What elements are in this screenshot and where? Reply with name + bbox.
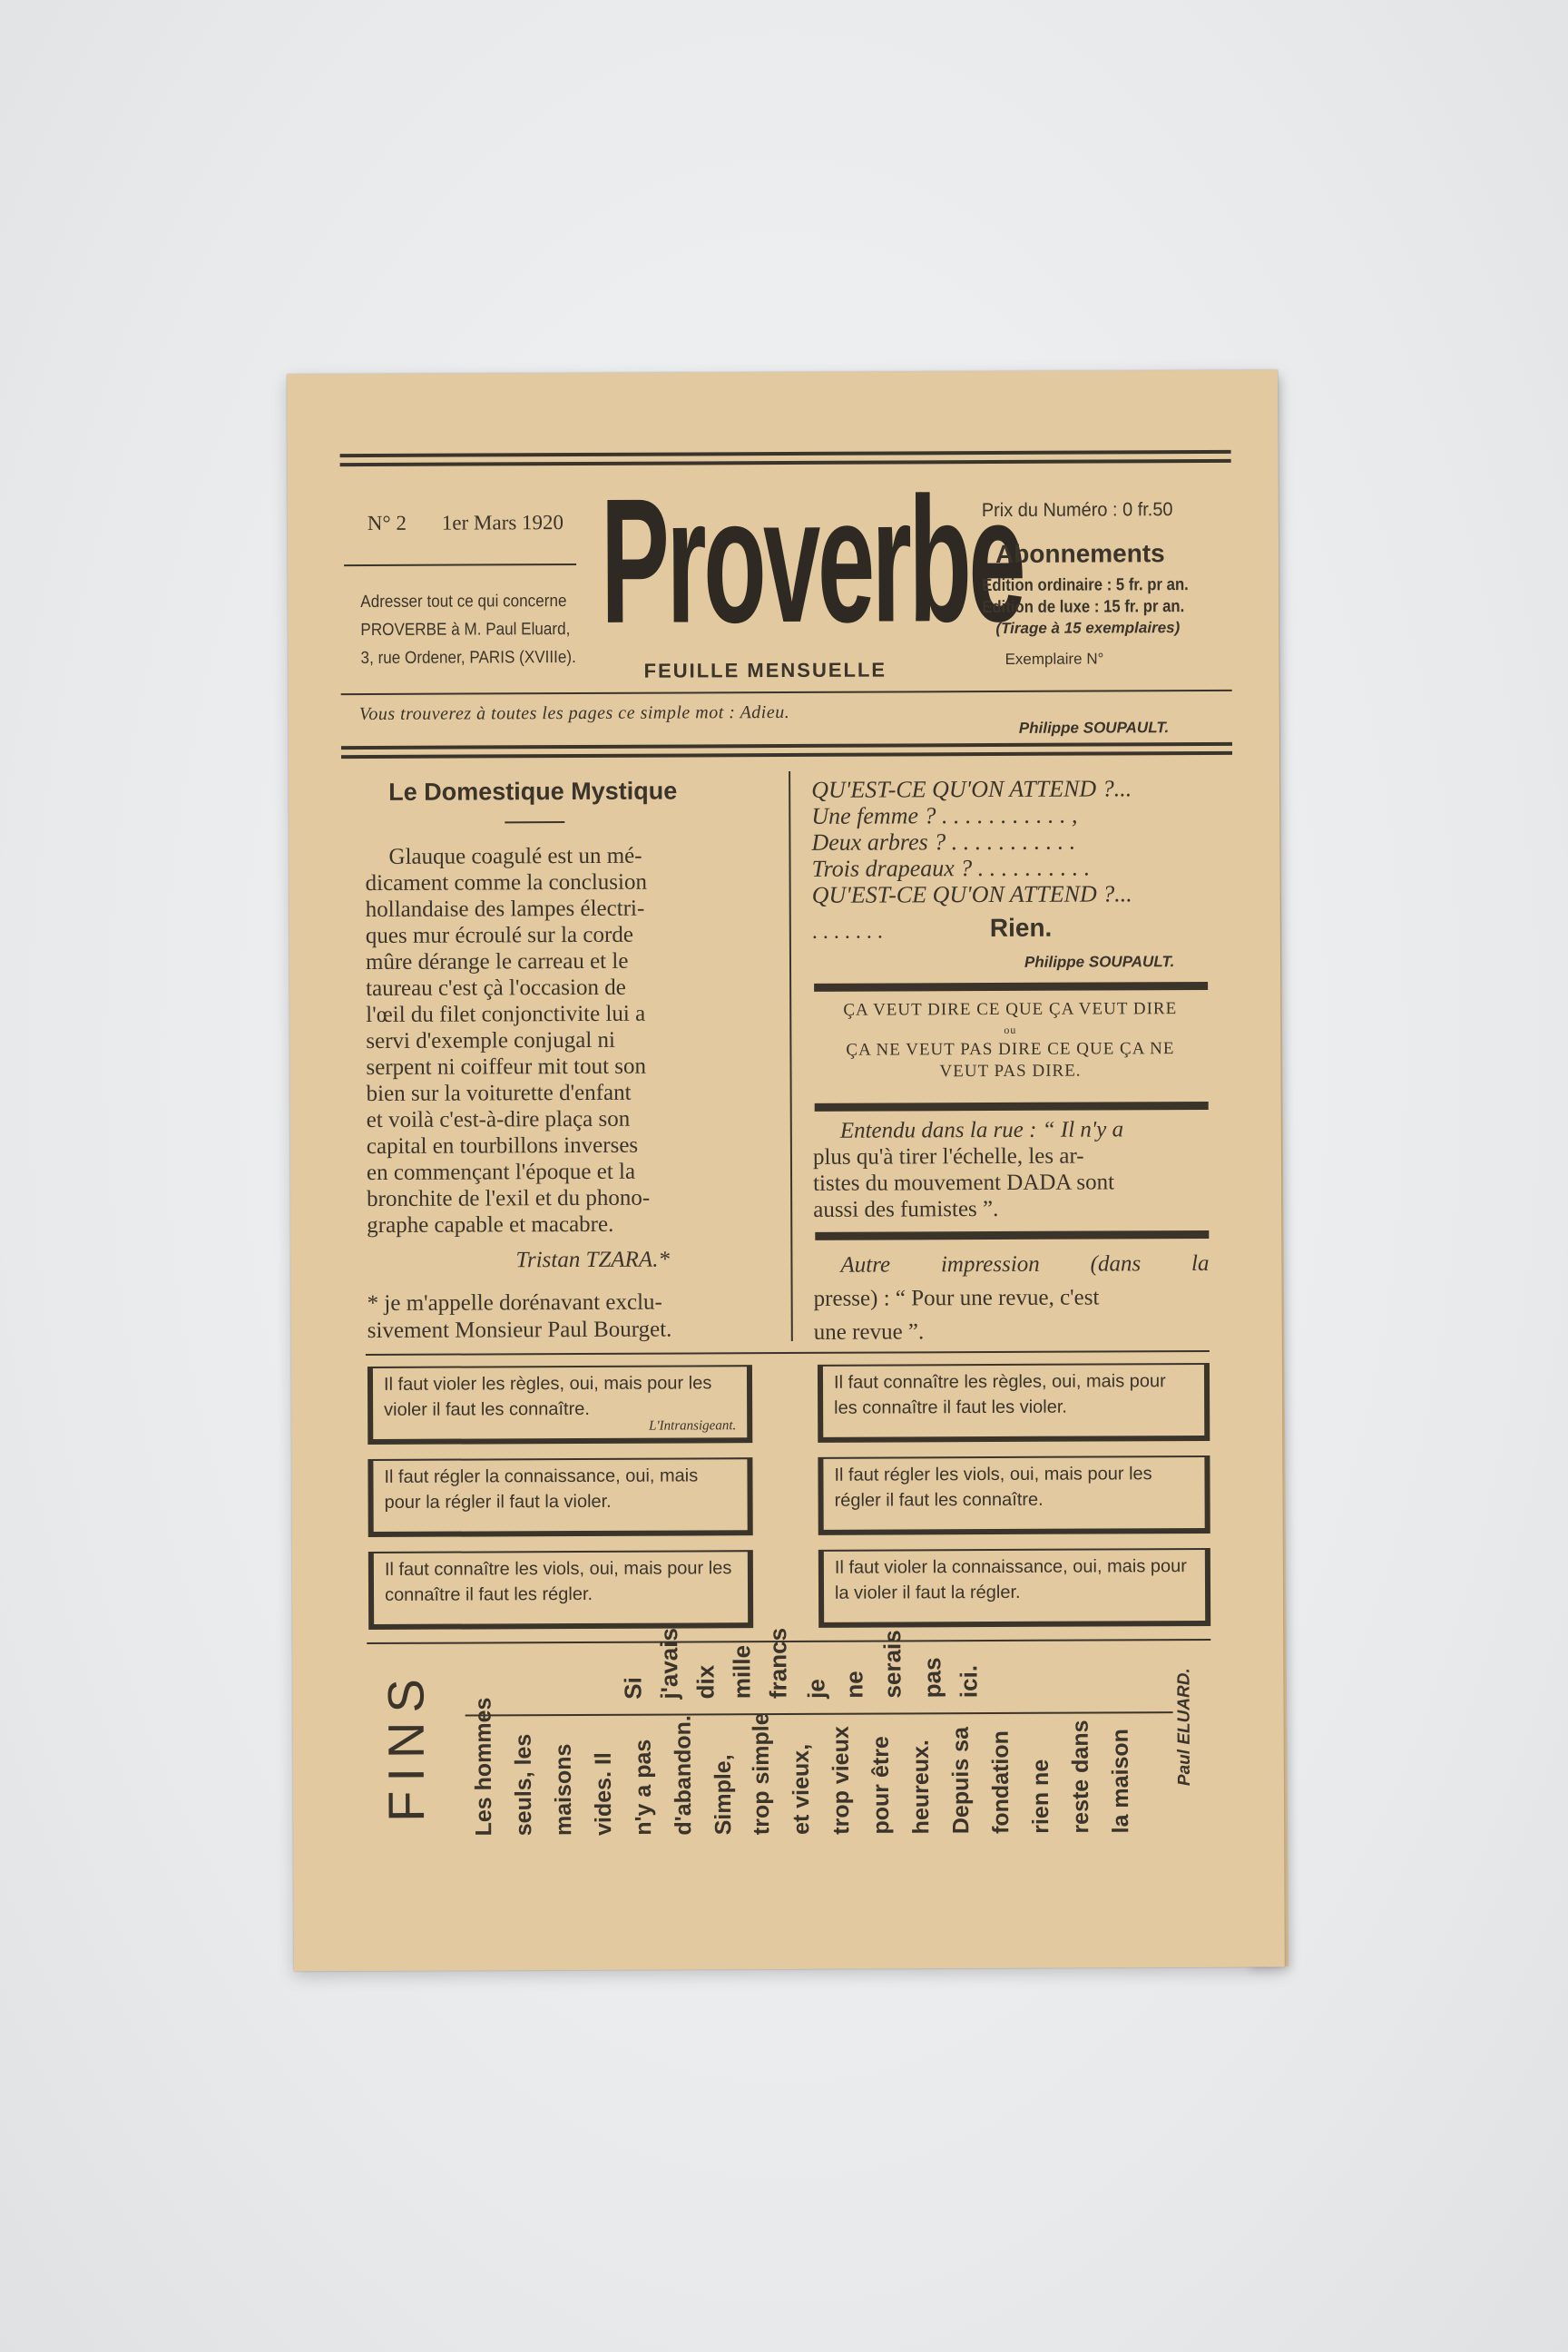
poem [811, 775, 1132, 908]
poem-author: Philippe SOUPAULT. [1024, 953, 1175, 971]
fins-top-word: ici. [955, 1664, 983, 1699]
copy-number: Exemplaire N° [1004, 650, 1104, 668]
maxim-source: L'Intransigeant. [649, 1418, 737, 1434]
poem-line: Trois drapeaux ? . . . . . . . . . . [811, 854, 1091, 882]
ca-veut-line: ÇA NE VEUT PAS DIRE CE QUE ÇA NE [846, 1039, 1175, 1060]
article-line: capital en tourbillons inverses [366, 1132, 639, 1160]
entendu [813, 1116, 1210, 1223]
fins-rule [466, 1711, 1173, 1716]
article-line: dicament comme la conclusion [365, 869, 647, 897]
divider-bar [815, 1102, 1209, 1112]
fins-bottom-word: Depuis sa [947, 1726, 975, 1835]
article-line: bronchite de l'exil et du phono- [367, 1185, 651, 1212]
maxim-text: Il faut violer la connaissance, oui, mais pour la violer il faut la régler. [834, 1556, 1187, 1603]
maxim-text: Il faut connaître les viols, oui, mais pour les connaître il faut les régler. [384, 1558, 732, 1605]
footnote-line: sivement Monsieur Paul Bourget. [367, 1317, 672, 1344]
subscription-ordinary: Edition ordinaire : 5 fr. pr an. [982, 575, 1189, 596]
proverbe-sheet [287, 370, 1285, 1972]
article-line: Glauque coagulé est un mé- [388, 843, 642, 869]
poem-line: Deux arbres ? . . . . . . . . . . . [811, 828, 1076, 856]
article-line: en commençant l'époque et la [366, 1159, 636, 1186]
ca-veut-ou: ou [1004, 1023, 1017, 1036]
column-divider [789, 771, 793, 1341]
article-line: ques mur écroulé sur la corde [365, 922, 633, 949]
ca-veut-dire [812, 998, 1208, 1083]
article-line: et voilà c'est-à-dire plaça son [366, 1106, 631, 1133]
issue-date: 1er Mars 1920 [441, 511, 564, 534]
autre-line: Autre impression (dans la [840, 1250, 1210, 1278]
article-author: Tristan TZARA.* [515, 1247, 670, 1273]
address-line: PROVERBE à M. Paul Eluard, [360, 620, 571, 641]
article-line: mûre dérange le carreau et le [365, 948, 629, 975]
fins-top-word: je [802, 1679, 830, 1699]
article-body [365, 842, 753, 1239]
article-heading: Le Domestique Mystique [388, 777, 678, 806]
fins-bottom-word: d'abandon. [670, 1715, 697, 1836]
fins-bottom-word: fondation [987, 1730, 1014, 1835]
entendu-line: plus qu'à tirer l'échelle, les ar- [812, 1143, 1084, 1170]
maxim-text: Il faut régler les viols, oui, mais pour les régler il faut les connaître. [834, 1464, 1152, 1511]
fins-bottom-word: et vieux, [788, 1743, 815, 1835]
maxim-text: Il faut connaître les règles, oui, mais pour les connaître il faut les violer. [833, 1371, 1166, 1418]
maxim-box [818, 1548, 1210, 1628]
fins-bottom-word: pour être [867, 1736, 895, 1835]
fins-heading: FINS [377, 1670, 436, 1822]
heading-underline [505, 821, 564, 823]
poem-line: QU'EST-CE QU'ON ATTEND ?... [811, 775, 1132, 803]
subscriptions-heading: Abonnements [995, 539, 1165, 568]
fins-bottom-word: trop simple [748, 1712, 775, 1836]
autre-line: presse) : “ Pour une revue, c'est [813, 1285, 1100, 1311]
fins-bottom-word: heureux. [907, 1740, 935, 1835]
issue-number: N° 2 [367, 511, 407, 535]
fins-author: Paul ELUARD. [1174, 1668, 1194, 1787]
motto-author: Philippe SOUPAULT. [1018, 719, 1170, 737]
fins-top-word: francs [764, 1627, 792, 1700]
fins-top-word: serais [878, 1630, 906, 1699]
article-line: bien sur la voiturette d'enfant [366, 1080, 632, 1107]
divider-bar [815, 1230, 1209, 1240]
fins-top-word: ne [840, 1671, 868, 1699]
masthead-left-rule [344, 564, 576, 566]
fins-bottom-word: vides. Il [590, 1752, 617, 1836]
article-line: taureau c'est çà l'occasion de [366, 975, 626, 1002]
boxes-top-rule [366, 1350, 1210, 1356]
article-line: servi d'exemple conjugal ni [366, 1027, 615, 1054]
footnote-line: * je m'appelle dorénavant exclu- [367, 1289, 662, 1317]
entendu-line: Entendu dans la rue : “ Il n'y a [839, 1117, 1124, 1143]
maxim-box [818, 1363, 1210, 1443]
rien: Rien. [989, 913, 1053, 943]
subscription-luxe: Edition de luxe : 15 fr. pr an. [982, 597, 1185, 618]
entendu-line: aussi des fumistes ”. [813, 1196, 999, 1222]
maxim-text: Il faut violer les règles, oui, mais pour les violer il faut les connaître. [383, 1373, 712, 1420]
fins-bottom-word: rien ne [1027, 1759, 1054, 1834]
autre [813, 1247, 1209, 1349]
fins-top-word: dix [691, 1664, 720, 1700]
poem-line: Une femme ? . . . . . . . . . . . , [811, 801, 1078, 829]
poem-dots: . . . . . . . [811, 919, 883, 944]
autre-line: une revue ”. [813, 1319, 925, 1345]
masthead-title: Proverbe [600, 459, 1024, 661]
fins-top-word: mille [728, 1644, 756, 1700]
maxim-box [368, 1550, 753, 1630]
fins-top-word: pas [918, 1657, 946, 1699]
fins-bottom-word: la maison [1107, 1729, 1134, 1834]
fins-bottom-word: Les hommes [470, 1697, 497, 1837]
entendu-line: tistes du mouvement DADA sont [813, 1170, 1115, 1196]
fins-top-word: j'avais [655, 1628, 683, 1700]
fins-bottom-word: Simple, [710, 1754, 737, 1836]
ca-veut-line: VEUT PAS DIRE. [939, 1061, 1082, 1082]
article-line: l'œil du filet conjonctivite lui a [366, 1001, 646, 1028]
motto-top-rule [341, 690, 1232, 695]
footnote [368, 1289, 672, 1345]
article-line: hollandaise des lampes électri- [365, 896, 645, 923]
motto: Vous trouverez à toutes les pages ce simple mot : Adieu. [358, 701, 790, 725]
address-block [360, 587, 576, 672]
address-line: Adresser tout ce qui concerne [360, 592, 567, 612]
maxim-box [368, 1365, 752, 1445]
maxim-text: Il faut régler la connaissance, oui, mais pour la régler il faut la violer. [384, 1465, 699, 1513]
fins-bottom-word: n'y a pas [630, 1739, 657, 1836]
masthead-subtitle: FEUILLE MENSUELLE [643, 658, 887, 682]
article-line: graphe capable et macabre. [367, 1211, 614, 1239]
article-line: serpent ni coiffeur mit tout son [366, 1054, 647, 1081]
fins-top-word: Si [619, 1677, 647, 1700]
fins-bottom-word: reste dans [1067, 1720, 1094, 1834]
poem-line: QU'EST-CE QU'ON ATTEND ?... [811, 880, 1132, 908]
ca-veut-line: ÇA VEUT DIRE CE QUE ÇA VEUT DIRE [843, 999, 1178, 1020]
price: Prix du Numéro : 0 fr.50 [981, 499, 1173, 522]
maxim-box [818, 1455, 1210, 1535]
print-run: (Tirage à 15 exemplaires) [995, 619, 1181, 637]
fins-bottom-word: trop vieux [828, 1726, 855, 1835]
fins-bottom-word: seuls, les [510, 1733, 537, 1837]
address-line: 3, rue Ordener, PARIS (XVIIIe). [360, 648, 576, 669]
masthead-bottom-rule [341, 742, 1232, 759]
divider-bar [814, 982, 1208, 992]
fins-bottom-word: maisons [550, 1743, 577, 1837]
maxim-box [368, 1457, 752, 1537]
